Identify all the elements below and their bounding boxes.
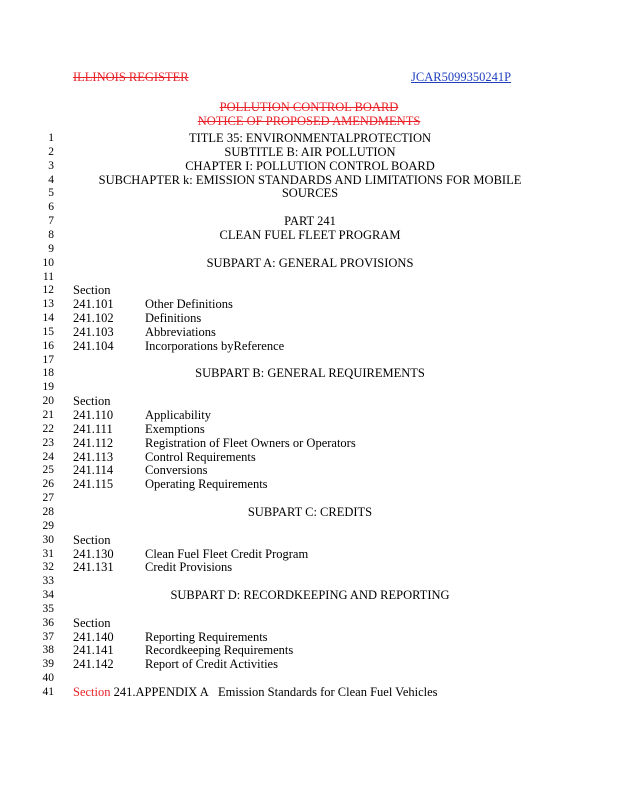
line-16 bbox=[0, 339, 618, 353]
line-19 bbox=[0, 380, 618, 394]
line-26 bbox=[0, 477, 618, 491]
line-number: 11 bbox=[42, 270, 54, 283]
section-title: Reporting Requirements bbox=[145, 629, 268, 644]
section-number: 241.141 bbox=[73, 643, 114, 658]
line-number: 18 bbox=[42, 367, 54, 380]
line-9 bbox=[0, 242, 618, 256]
line-number: 25 bbox=[42, 464, 54, 477]
line-13 bbox=[0, 297, 618, 311]
line-number: 31 bbox=[42, 547, 54, 560]
line-24 bbox=[0, 450, 618, 464]
line-number: 37 bbox=[42, 630, 54, 643]
section-title: Clean Fuel Fleet Credit Program bbox=[145, 546, 309, 561]
appendix-number: 241.APPENDIX A bbox=[113, 685, 209, 699]
section-number: 241.115 bbox=[73, 477, 114, 492]
line-number: 38 bbox=[42, 644, 54, 657]
section-number: 241.110 bbox=[73, 408, 114, 422]
heading-text: SUBPART C: CREDITS bbox=[247, 504, 373, 519]
deleted-line-board: POLLUTION CONTROL BOARD bbox=[219, 100, 399, 114]
heading-text: CLEAN FUEL FLEET PROGRAM bbox=[219, 227, 401, 242]
line-4 bbox=[0, 173, 618, 187]
line-12 bbox=[0, 283, 618, 297]
section-number: 241.130 bbox=[73, 546, 114, 561]
line-6 bbox=[0, 200, 618, 214]
jcar-link[interactable]: JCAR5099350241P bbox=[411, 70, 512, 84]
deleted-line-notice: NOTICE OF PROPOSED AMENDMENTS bbox=[197, 114, 421, 128]
section-title: Other Definitions bbox=[145, 297, 233, 312]
section-title: Credit Provisions bbox=[145, 560, 233, 575]
line-number: 16 bbox=[42, 339, 54, 352]
line-29 bbox=[0, 519, 618, 533]
line-number: 29 bbox=[42, 519, 54, 532]
line-number: 15 bbox=[42, 325, 54, 338]
line-number: 7 bbox=[48, 215, 54, 228]
line-number: 2 bbox=[48, 145, 54, 158]
inserted-section-word: Section bbox=[73, 685, 111, 699]
section-title: Control Requirements bbox=[145, 449, 256, 464]
line-number: 6 bbox=[48, 201, 54, 214]
heading-text: PART 241 bbox=[284, 214, 336, 229]
section-number: 241.140 bbox=[73, 629, 114, 644]
section-title: Exemptions bbox=[145, 421, 205, 436]
line-21 bbox=[0, 408, 618, 422]
heading-text: SUBCHAPTER k: EMISSION STANDARDS AND LIMITATIONS FOR MOBILE bbox=[98, 172, 522, 187]
heading-text: SUBPART B: GENERAL REQUIREMENTS bbox=[195, 366, 425, 381]
section-title: Abbreviations bbox=[145, 324, 216, 339]
line-37 bbox=[0, 630, 618, 644]
line-number: 17 bbox=[42, 353, 54, 366]
line-8 bbox=[0, 228, 618, 242]
section-number: 241.103 bbox=[73, 324, 114, 339]
line-number: 19 bbox=[42, 381, 54, 394]
line-18 bbox=[0, 366, 618, 380]
line-38 bbox=[0, 643, 618, 657]
line-number: 20 bbox=[42, 395, 54, 408]
line-number: 23 bbox=[42, 436, 54, 449]
line-number: 4 bbox=[48, 173, 54, 186]
section-title: Applicability bbox=[145, 408, 211, 422]
section-title: Emission Standards for Clean Fuel Vehicles bbox=[218, 685, 438, 699]
line-14 bbox=[0, 311, 618, 325]
line-number: 5 bbox=[48, 187, 54, 200]
line-33 bbox=[0, 574, 618, 588]
line-20 bbox=[0, 394, 618, 408]
section-number: 241.104 bbox=[73, 338, 114, 353]
line-30 bbox=[0, 533, 618, 547]
line-41 bbox=[0, 685, 618, 699]
section-label: Section bbox=[73, 532, 111, 547]
line-27 bbox=[0, 491, 618, 505]
line-number: 14 bbox=[42, 312, 54, 325]
section-number: 241.112 bbox=[73, 435, 114, 450]
section-title: Operating Requirements bbox=[145, 477, 268, 492]
section-number: 241.131 bbox=[73, 560, 114, 575]
section-number: 241.101 bbox=[73, 297, 114, 312]
line-34 bbox=[0, 588, 618, 602]
line-40 bbox=[0, 671, 618, 685]
line-10 bbox=[0, 256, 618, 270]
line-number: 8 bbox=[48, 228, 54, 241]
line-number: 24 bbox=[42, 450, 54, 463]
section-label: Section bbox=[73, 615, 111, 630]
line-number: 22 bbox=[42, 422, 54, 435]
heading-text: TITLE 35: ENVIRONMENTALPROTECTION bbox=[188, 131, 432, 145]
line-22 bbox=[0, 422, 618, 436]
line-5 bbox=[0, 186, 618, 200]
section-label: Section bbox=[73, 394, 111, 409]
section-number: 241.113 bbox=[73, 449, 114, 464]
line-number: 9 bbox=[48, 242, 54, 255]
line-number: 27 bbox=[42, 492, 54, 505]
line-1 bbox=[0, 131, 618, 145]
line-number: 26 bbox=[42, 478, 54, 491]
line-number: 35 bbox=[42, 602, 54, 615]
section-title: Conversions bbox=[145, 463, 208, 478]
line-3 bbox=[0, 159, 618, 173]
line-number: 32 bbox=[42, 561, 54, 574]
line-39 bbox=[0, 657, 618, 671]
line-number: 1 bbox=[48, 132, 54, 144]
line-number: 39 bbox=[42, 658, 54, 671]
section-number: 241.111 bbox=[73, 421, 113, 436]
section-number bbox=[73, 685, 209, 699]
heading-text: SOURCES bbox=[281, 186, 339, 201]
line-number: 36 bbox=[42, 616, 54, 629]
section-title: Incorporations byReference bbox=[145, 338, 285, 353]
heading-text: CHAPTER I: POLLUTION CONTROL BOARD bbox=[185, 158, 435, 173]
section-title: Definitions bbox=[145, 311, 202, 326]
line-number: 21 bbox=[42, 409, 54, 421]
line-25 bbox=[0, 463, 618, 477]
heading-text: SUBPART D: RECORDKEEPING AND REPORTING bbox=[170, 588, 450, 603]
section-number: 241.114 bbox=[73, 463, 114, 478]
section-title: Recordkeeping Requirements bbox=[145, 643, 294, 658]
line-28 bbox=[0, 505, 618, 519]
line-number: 28 bbox=[42, 505, 54, 518]
line-36 bbox=[0, 616, 618, 630]
register-header: ILLINOIS REGISTER bbox=[73, 70, 189, 84]
line-number: 41 bbox=[42, 686, 54, 698]
section-number: 241.142 bbox=[73, 657, 114, 672]
line-32 bbox=[0, 560, 618, 574]
line-number: 13 bbox=[42, 298, 54, 311]
heading-text: SUBPART A: GENERAL PROVISIONS bbox=[206, 255, 414, 270]
line-17 bbox=[0, 353, 618, 367]
line-15 bbox=[0, 325, 618, 339]
line-number: 3 bbox=[48, 159, 54, 172]
line-number: 40 bbox=[42, 672, 54, 685]
line-number: 10 bbox=[42, 256, 54, 269]
section-title: Registration of Fleet Owners or Operators bbox=[145, 435, 356, 450]
section-label: Section bbox=[73, 283, 111, 298]
line-35 bbox=[0, 602, 618, 616]
line-2 bbox=[0, 145, 618, 159]
line-31 bbox=[0, 547, 618, 561]
line-number: 34 bbox=[42, 589, 54, 602]
line-11 bbox=[0, 270, 618, 284]
line-number: 12 bbox=[42, 284, 54, 297]
line-number: 30 bbox=[42, 533, 54, 546]
line-7 bbox=[0, 214, 618, 228]
line-number: 33 bbox=[42, 575, 54, 588]
heading-text: SUBTITLE B: AIR POLLUTION bbox=[224, 144, 396, 159]
line-23 bbox=[0, 436, 618, 450]
section-title: Report of Credit Activities bbox=[145, 657, 278, 672]
section-number: 241.102 bbox=[73, 311, 114, 326]
